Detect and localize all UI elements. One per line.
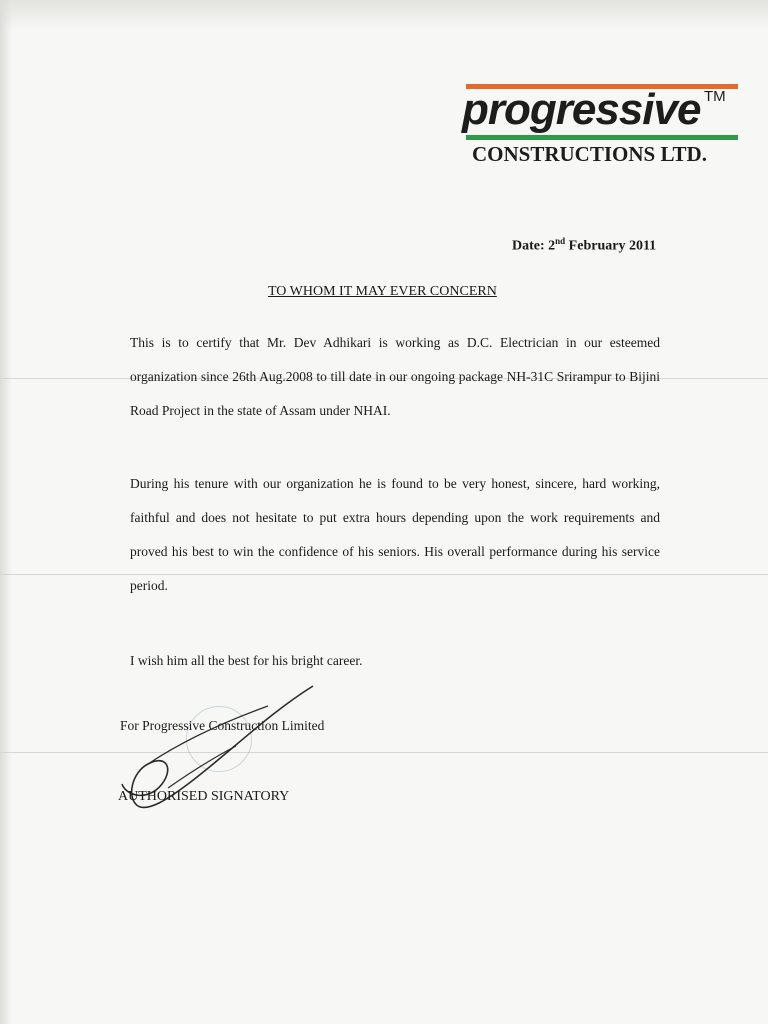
paper-left-edge	[0, 0, 12, 1024]
paragraph-certification: This is to certify that Mr. Dev Adhikari is working as D.C. Electrician in our esteemed organization since 26th Aug.2008 to till date in our ongoing package NH-31C Srirampur to Bijini Road Project in the state of Assam under NHAI.	[130, 335, 660, 418]
letter-date	[512, 236, 656, 255]
letter-heading: TO WHOM IT MAY EVER CONCERN	[268, 284, 497, 299]
logo-trademark: TM	[704, 88, 726, 105]
company-logo	[462, 84, 742, 170]
paragraph-wishes: I wish him all the best for his bright career.	[130, 653, 363, 668]
signature-for-line: For Progressive Construction Limited	[120, 718, 325, 733]
logo-wordmark: progressive	[462, 85, 701, 134]
date-label: Date: 2	[512, 238, 556, 254]
paragraph-conduct: During his tenure with our organization he is found to be very honest, sincere, hard working, faithful and does not hesitate to put extra hours depending upon the work requirements and proved his best to win the confidence of his seniors. His overall performance during his service period.	[130, 476, 660, 593]
signatory-title: AUTHORISED SIGNATORY	[118, 789, 290, 804]
date-ordinal: nd	[555, 236, 566, 246]
date-rest: February 2011	[565, 238, 657, 254]
fold-line	[0, 752, 768, 753]
paper-top-edge	[0, 0, 768, 30]
company-name: CONSTRUCTIONS LTD.	[472, 142, 707, 166]
